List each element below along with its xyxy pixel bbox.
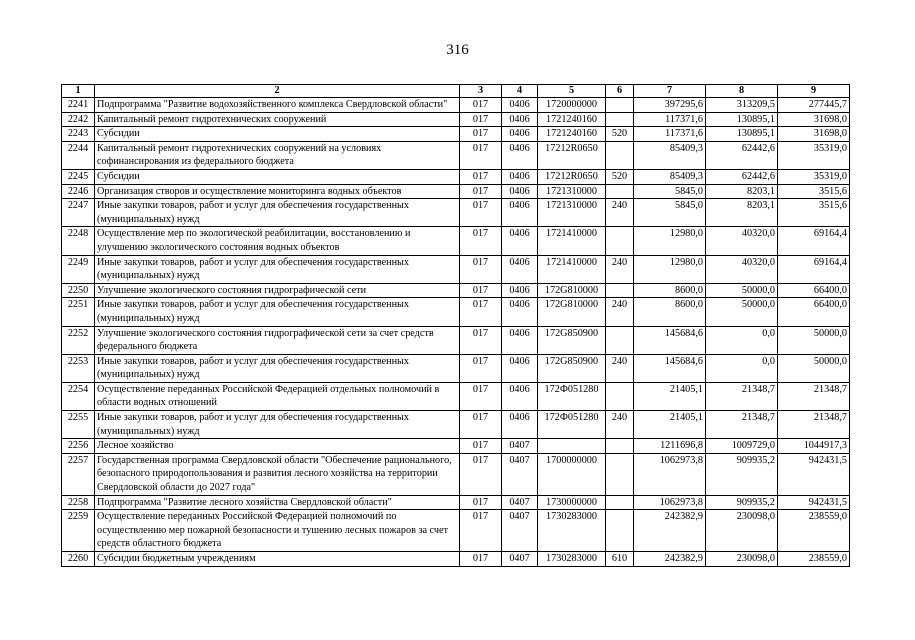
row-description: Подпрограмма "Развитие лесного хозяйства Свердловской области" [95,495,460,510]
row-number: 2245 [62,169,95,184]
amount-col-8: 1009729,0 [706,439,778,454]
expense-type-code [606,98,634,113]
row-number: 2244 [62,141,95,169]
amount-col-9: 66400,0 [778,283,850,298]
amount-col-9: 3515,6 [778,184,850,199]
amount-col-7: 1062973,8 [634,453,706,495]
amount-col-8: 21348,7 [706,382,778,410]
amount-col-7: 5845,0 [634,199,706,227]
row-description: Иные закупки товаров, работ и услуг для обеспечения государственных (муниципальных) нужд [95,199,460,227]
target-article-code: 172Ф051280 [538,411,606,439]
expense-type-code [606,283,634,298]
row-description: Иные закупки товаров, работ и услуг для обеспечения государственных (муниципальных) нужд [95,255,460,283]
table-row [62,98,850,113]
target-article-code: 172Ф051280 [538,382,606,410]
row-number: 2256 [62,439,95,454]
amount-col-9: 1044917,3 [778,439,850,454]
amount-col-8: 130895,1 [706,112,778,127]
admin-code: 017 [460,354,502,382]
row-number: 2250 [62,283,95,298]
amount-col-9: 277445,7 [778,98,850,113]
admin-code: 017 [460,199,502,227]
amount-col-9: 50000,0 [778,354,850,382]
expense-type-code: 520 [606,127,634,142]
admin-code: 017 [460,298,502,326]
amount-col-7: 242382,9 [634,552,706,567]
target-article-code: 1730283000 [538,510,606,552]
section-code: 0406 [502,112,538,127]
table-row [62,141,850,169]
row-description: Капитальный ремонт гидротехнических сооружений [95,112,460,127]
admin-code: 017 [460,169,502,184]
admin-code: 017 [460,495,502,510]
row-description: Иные закупки товаров, работ и услуг для обеспечения государственных (муниципальных) нужд [95,298,460,326]
amount-col-8: 130895,1 [706,127,778,142]
row-description: Осуществление мер по экологической реабилитации, восстановлению и улучшению экологического состояния водных объектов [95,227,460,255]
target-article-code: 172G810000 [538,298,606,326]
section-code: 0406 [502,127,538,142]
amount-col-8: 313209,5 [706,98,778,113]
amount-col-7: 85409,3 [634,141,706,169]
amount-col-8: 8203,1 [706,184,778,199]
table-row [62,227,850,255]
row-number: 2241 [62,98,95,113]
amount-col-8: 909935,2 [706,495,778,510]
expense-type-code [606,184,634,199]
row-number: 2247 [62,199,95,227]
section-code: 0406 [502,98,538,113]
admin-code: 017 [460,227,502,255]
amount-col-7: 242382,9 [634,510,706,552]
amount-col-8: 0,0 [706,326,778,354]
table-row [62,184,850,199]
col-header: 4 [502,85,538,98]
amount-col-8: 230098,0 [706,510,778,552]
expense-type-code: 240 [606,411,634,439]
table-row [62,169,850,184]
amount-col-9: 942431,5 [778,495,850,510]
row-number: 2255 [62,411,95,439]
table-row [62,298,850,326]
amount-col-9: 942431,5 [778,453,850,495]
section-code: 0407 [502,453,538,495]
row-number: 2260 [62,552,95,567]
col-header: 2 [95,85,460,98]
amount-col-7: 397295,6 [634,98,706,113]
amount-col-7: 1062973,8 [634,495,706,510]
col-header: 9 [778,85,850,98]
expense-type-code: 520 [606,169,634,184]
target-article-code: 1721410000 [538,227,606,255]
amount-col-8: 909935,2 [706,453,778,495]
section-code: 0407 [502,495,538,510]
amount-col-8: 8203,1 [706,199,778,227]
table-row [62,495,850,510]
page-number: 316 [446,42,469,58]
section-code: 0407 [502,552,538,567]
row-description: Субсидии бюджетным учреждениям [95,552,460,567]
row-description: Субсидии [95,127,460,142]
amount-col-8: 40320,0 [706,255,778,283]
section-code: 0406 [502,141,538,169]
target-article-code: 172G850900 [538,354,606,382]
target-article-code: 1721310000 [538,199,606,227]
target-article-code: 17212R0650 [538,141,606,169]
col-header: 3 [460,85,502,98]
target-article-code: 1721240160 [538,127,606,142]
col-header: 7 [634,85,706,98]
admin-code: 017 [460,255,502,283]
amount-col-7: 8600,0 [634,283,706,298]
amount-col-7: 12980,0 [634,255,706,283]
row-description: Организация створов и осуществление мониторинга водных объектов [95,184,460,199]
table-row [62,255,850,283]
amount-col-9: 69164,4 [778,227,850,255]
row-description: Капитальный ремонт гидротехнических сооружений на условиях софинансирования из федерального бюджета [95,141,460,169]
section-code: 0406 [502,184,538,199]
row-number: 2259 [62,510,95,552]
row-number: 2251 [62,298,95,326]
row-number: 2246 [62,184,95,199]
admin-code: 017 [460,283,502,298]
table-row [62,354,850,382]
row-number: 2257 [62,453,95,495]
table-row [62,411,850,439]
row-number: 2248 [62,227,95,255]
row-description: Осуществление переданных Российской Федерацией отдельных полномочий в области водных отношений [95,382,460,410]
amount-col-7: 117371,6 [634,127,706,142]
row-description: Осуществление переданных Российской Федерацией полномочий по осуществлению мер пожарной безопасности и тушению лесных пожаров за счет средств областного бюджета [95,510,460,552]
amount-col-9: 35319,0 [778,141,850,169]
table-row [62,283,850,298]
target-article-code: 1730000000 [538,495,606,510]
admin-code: 017 [460,326,502,354]
amount-col-9: 31698,0 [778,127,850,142]
amount-col-8: 62442,6 [706,141,778,169]
expense-type-code: 240 [606,255,634,283]
header-row [62,85,850,98]
amount-col-8: 21348,7 [706,411,778,439]
table-row [62,453,850,495]
amount-col-7: 145684,6 [634,354,706,382]
amount-col-9: 21348,7 [778,382,850,410]
amount-col-8: 50000,0 [706,298,778,326]
row-number: 2253 [62,354,95,382]
row-description: Субсидии [95,169,460,184]
amount-col-8: 230098,0 [706,552,778,567]
admin-code: 017 [460,127,502,142]
amount-col-9: 3515,6 [778,199,850,227]
section-code: 0406 [502,354,538,382]
table-row [62,127,850,142]
table-row [62,326,850,354]
admin-code: 017 [460,453,502,495]
expense-type-code [606,510,634,552]
col-header: 6 [606,85,634,98]
amount-col-7: 145684,6 [634,326,706,354]
section-code: 0406 [502,227,538,255]
amount-col-9: 35319,0 [778,169,850,184]
amount-col-9: 238559,0 [778,510,850,552]
expense-type-code: 610 [606,552,634,567]
table-row [62,439,850,454]
amount-col-7: 117371,6 [634,112,706,127]
target-article-code: 1730283000 [538,552,606,567]
target-article-code: 1721410000 [538,255,606,283]
target-article-code: 1721310000 [538,184,606,199]
amount-col-7: 85409,3 [634,169,706,184]
admin-code: 017 [460,552,502,567]
table-row [62,510,850,552]
amount-col-8: 62442,6 [706,169,778,184]
section-code: 0406 [502,411,538,439]
admin-code: 017 [460,141,502,169]
target-article-code: 1700000000 [538,453,606,495]
table-row [62,382,850,410]
section-code: 0406 [502,298,538,326]
table-row [62,199,850,227]
expense-type-code [606,326,634,354]
row-number: 2242 [62,112,95,127]
section-code: 0406 [502,169,538,184]
row-description: Иные закупки товаров, работ и услуг для обеспечения государственных (муниципальных) нужд [95,411,460,439]
target-article-code: 17212R0650 [538,169,606,184]
row-description: Подпрограмма "Развитие водохозяйственного комплекса Свердловской области" [95,98,460,113]
budget-table [61,84,850,567]
amount-col-9: 69164,4 [778,255,850,283]
admin-code: 017 [460,98,502,113]
section-code: 0406 [502,326,538,354]
expense-type-code [606,141,634,169]
row-number: 2254 [62,382,95,410]
target-article-code: 1721240160 [538,112,606,127]
table-row [62,552,850,567]
expense-type-code [606,112,634,127]
expense-type-code [606,227,634,255]
amount-col-9: 50000,0 [778,326,850,354]
row-description: Иные закупки товаров, работ и услуг для обеспечения государственных (муниципальных) нужд [95,354,460,382]
admin-code: 017 [460,510,502,552]
amount-col-7: 21405,1 [634,411,706,439]
admin-code: 017 [460,439,502,454]
row-description: Государственная программа Свердловской области "Обеспечение рационального, безопасного природопользования и развития лесного хозяйства на территории Свердловской области до 2027 года" [95,453,460,495]
amount-col-9: 66400,0 [778,298,850,326]
amount-col-9: 238559,0 [778,552,850,567]
row-number: 2252 [62,326,95,354]
expense-type-code [606,495,634,510]
amount-col-7: 1211696,8 [634,439,706,454]
amount-col-7: 5845,0 [634,184,706,199]
table-row [62,112,850,127]
amount-col-7: 8600,0 [634,298,706,326]
section-code: 0407 [502,510,538,552]
admin-code: 017 [460,411,502,439]
target-article-code: 172G850900 [538,326,606,354]
admin-code: 017 [460,112,502,127]
target-article-code: 1720000000 [538,98,606,113]
amount-col-7: 12980,0 [634,227,706,255]
target-article-code [538,439,606,454]
expense-type-code [606,382,634,410]
section-code: 0406 [502,382,538,410]
expense-type-code [606,453,634,495]
amount-col-9: 21348,7 [778,411,850,439]
col-header: 1 [62,85,95,98]
expense-type-code: 240 [606,199,634,227]
expense-type-code: 240 [606,298,634,326]
section-code: 0406 [502,283,538,298]
amount-col-9: 31698,0 [778,112,850,127]
expense-type-code [606,439,634,454]
row-description: Улучшение экологического состояния гидрографической сети за счет средств федерального бюджета [95,326,460,354]
row-number: 2249 [62,255,95,283]
amount-col-8: 40320,0 [706,227,778,255]
amount-col-8: 50000,0 [706,283,778,298]
amount-col-8: 0,0 [706,354,778,382]
admin-code: 017 [460,382,502,410]
row-number: 2258 [62,495,95,510]
col-header: 8 [706,85,778,98]
row-description: Улучшение экологического состояния гидрографической сети [95,283,460,298]
col-header: 5 [538,85,606,98]
section-code: 0406 [502,199,538,227]
section-code: 0406 [502,255,538,283]
expense-type-code: 240 [606,354,634,382]
target-article-code: 172G810000 [538,283,606,298]
section-code: 0407 [502,439,538,454]
row-number: 2243 [62,127,95,142]
row-description: Лесное хозяйство [95,439,460,454]
amount-col-7: 21405,1 [634,382,706,410]
admin-code: 017 [460,184,502,199]
